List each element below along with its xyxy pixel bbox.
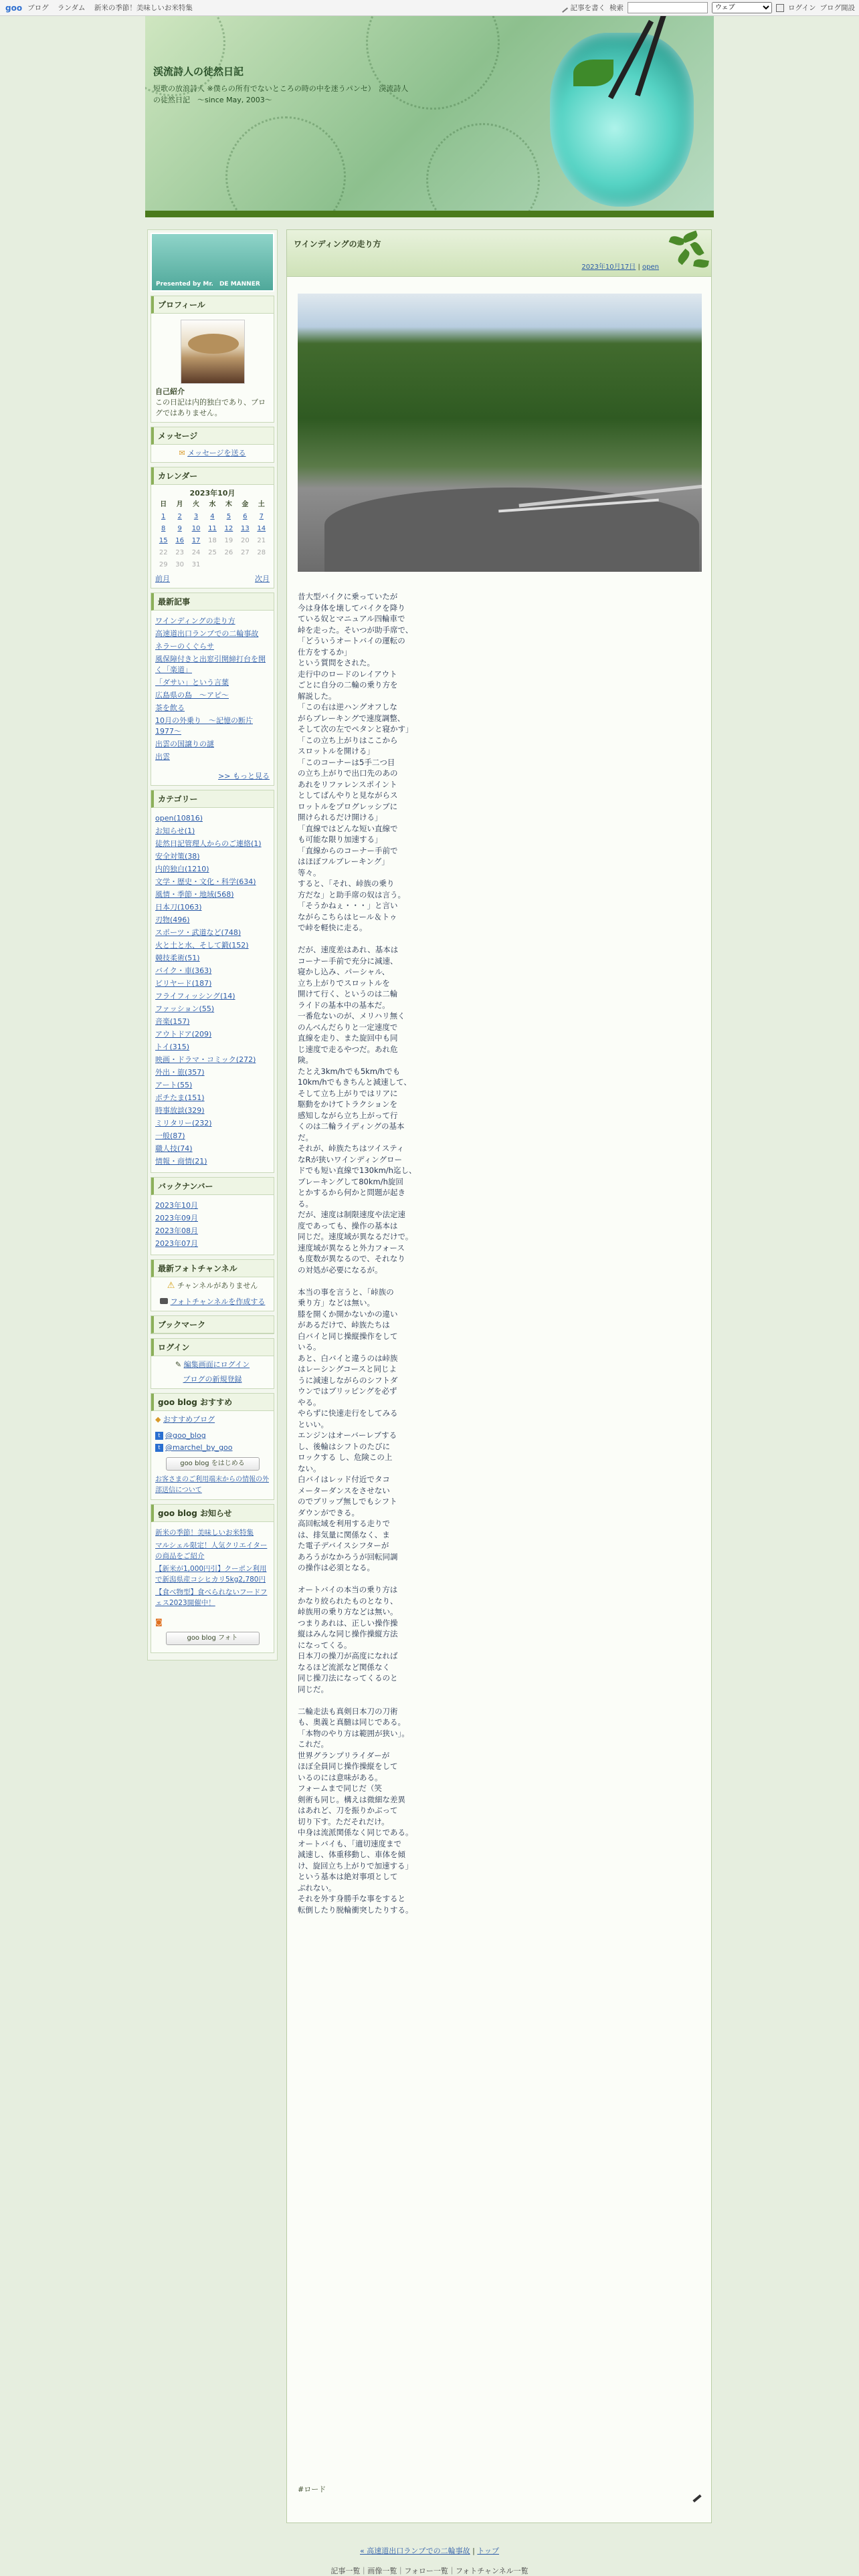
backnumber-link[interactable]: 2023年07月 <box>155 1239 198 1248</box>
backnumber-link[interactable]: 2023年08月 <box>155 1226 198 1235</box>
calendar-day: 27 <box>240 549 250 556</box>
blog-title[interactable]: 渓流詩人の徒然日記 <box>153 66 244 78</box>
calendar-weekday: 木 <box>225 501 232 508</box>
create-channel-link[interactable]: フォトチャンネルを作成する <box>170 1297 266 1306</box>
rss-icon[interactable]: ◙ <box>155 1618 163 1626</box>
category-link[interactable]: 情報・商情(21) <box>155 1157 207 1166</box>
calendar-weekday: 火 <box>193 501 200 508</box>
category-link[interactable]: 刃物(496) <box>155 916 190 924</box>
recommend-link[interactable]: おすすめブログ <box>163 1415 215 1424</box>
calendar-weekday: 金 <box>242 501 249 508</box>
prev-month-link[interactable]: 前月 <box>155 574 170 583</box>
register-link[interactable]: ブログの新規登録 <box>183 1375 242 1384</box>
post-date-link[interactable]: 2023年10月17日 <box>581 263 636 271</box>
twitter-marchel-link[interactable]: @marchel_by_goo <box>165 1443 233 1452</box>
calendar-day: 18 <box>208 537 217 544</box>
blog-header <box>145 16 714 213</box>
top-bar <box>0 0 859 16</box>
banner-caption: Presented by Mr. DE MANNER <box>156 281 260 288</box>
calendar-day <box>204 559 220 571</box>
calendar-day[interactable]: 8 <box>161 525 166 532</box>
lace-decoration <box>426 123 540 213</box>
message-heading: メッセージ <box>151 427 274 445</box>
backnumber-link[interactable]: 2023年10月 <box>155 1201 198 1210</box>
recommend-heading: goo blog おすすめ <box>151 1394 274 1411</box>
calendar-day[interactable]: 3 <box>193 513 199 520</box>
category-link[interactable]: open(10816) <box>155 814 203 823</box>
top-right-tools <box>560 2 855 13</box>
notice-link[interactable]: 【新米が1,000円引】クーポン利用で新潟県産コシヒカリ5kg2,780円 <box>155 1565 267 1584</box>
leaf-decoration-icon <box>663 230 711 277</box>
recent-posts-box <box>151 593 274 786</box>
category-link[interactable]: ポチたま(151) <box>155 1093 205 1102</box>
calendar-day[interactable]: 17 <box>191 537 201 544</box>
calendar-day[interactable]: 2 <box>177 513 182 520</box>
calendar-day[interactable]: 10 <box>191 525 201 532</box>
envelope-icon: ✉ <box>179 449 185 457</box>
login-heading: ログイン <box>151 1339 274 1356</box>
notice-box <box>151 1504 274 1653</box>
bookmark-box <box>151 1315 274 1334</box>
category-link[interactable]: トイ(315) <box>155 1043 190 1051</box>
recent-post-link[interactable]: 10月の外乗り 〜記憶の断片1977〜 <box>155 716 253 736</box>
login-box <box>151 1338 274 1389</box>
photo-heading: 最新フォトチャンネル <box>151 1260 274 1277</box>
notice-heading: goo blog お知らせ <box>151 1505 274 1522</box>
calendar-weekday: 月 <box>176 501 183 508</box>
photo-button[interactable]: goo blog フォト <box>166 1632 260 1645</box>
category-link[interactable]: スポーツ・武道など(748) <box>155 928 242 937</box>
mint-leaf-image <box>573 60 613 86</box>
calendar-day: 22 <box>159 549 168 556</box>
backnumber-link[interactable]: 2023年09月 <box>155 1214 198 1222</box>
bookmark-heading: ブックマーク <box>151 1316 274 1333</box>
footer-links[interactable]: 記事一覧｜画像一覧｜フォロー一覧｜フォトチャンネル一覧 <box>330 2567 529 2575</box>
recommend-icon: ◆ <box>155 1415 161 1424</box>
prev-post-link[interactable]: « 高速道出口ランプでの二輪事故 <box>360 2547 470 2555</box>
calendar-day: 31 <box>191 561 201 568</box>
calendar-day <box>254 559 270 571</box>
nav-blog[interactable]: ブログ <box>27 4 49 12</box>
calendar-day[interactable]: 9 <box>177 525 182 532</box>
calendar-day: 26 <box>224 549 233 556</box>
header-bar <box>145 211 714 217</box>
calendar-day[interactable]: 12 <box>224 525 233 532</box>
send-message-link[interactable]: メッセージを送る <box>187 449 246 457</box>
calendar-day[interactable]: 11 <box>208 525 217 532</box>
info-link[interactable]: お客さまのご利用端末からの情報の外部送信について <box>155 1476 269 1494</box>
category-link[interactable]: ファッション(55) <box>155 1004 215 1013</box>
calendar-day[interactable]: 16 <box>175 537 184 544</box>
notice-link[interactable]: 新米の季節！美味しいお米特集 <box>155 1529 254 1537</box>
category-link[interactable]: 外出・旅(357) <box>155 1068 205 1077</box>
profile-box <box>151 296 274 423</box>
notice-link[interactable]: マルシェル限定！人気クリエイターの商品をご紹介 <box>155 1541 268 1560</box>
post-hashtag[interactable]: #ロード <box>298 2485 326 2494</box>
recent-heading: 最新記事 <box>151 593 274 611</box>
recent-post-link[interactable]: ワインディングの走り方 <box>155 617 235 625</box>
profile-heading: プロフィール <box>151 296 274 314</box>
calendar-heading: カレンダー <box>151 467 274 485</box>
notice-link[interactable]: 【食べ物型】食べられないフードフェス2023開催中！ <box>155 1588 268 1607</box>
recent-post-link[interactable]: 出雲の国譲りの謎 <box>155 740 214 748</box>
category-link[interactable]: アウトドア(209) <box>155 1030 212 1039</box>
twitter-icon: t <box>155 1444 163 1452</box>
warning-icon: ⚠ <box>167 1281 175 1291</box>
backnumber-box <box>151 1177 274 1255</box>
calendar-month: 2023年10月 <box>189 489 235 498</box>
sidebar <box>147 229 278 1660</box>
calendar-day: 24 <box>191 549 201 556</box>
goo-logo[interactable]: goo <box>5 3 23 13</box>
category-link[interactable]: 競技柔術(51) <box>155 954 200 962</box>
profile-label: 自己紹介 <box>155 387 185 396</box>
calendar-day[interactable]: 4 <box>210 513 215 520</box>
twitter-icon: t <box>155 1432 163 1440</box>
category-link[interactable]: 音楽(157) <box>155 1017 190 1026</box>
pencil-icon <box>558 3 567 12</box>
calendar-day[interactable]: 1 <box>161 513 166 520</box>
write-link[interactable]: 記事を書く <box>570 4 606 12</box>
calendar-day <box>237 559 253 571</box>
calendar-day: 20 <box>240 537 250 544</box>
login-link[interactable]: ログイン <box>788 4 816 12</box>
recommend-box <box>151 1393 274 1500</box>
calendar-day[interactable]: 6 <box>243 513 248 520</box>
photo-channel-box <box>151 1259 274 1311</box>
twitter-goo-link[interactable]: @goo_blog <box>165 1431 206 1440</box>
category-link[interactable]: ミリタリー(232) <box>155 1119 212 1128</box>
category-link[interactable]: 映画・ドラマ・コミック(272) <box>155 1055 256 1064</box>
blog-description: 短歌の放浪詩人 ※僕らの所有でないところの時の中を迷うパンセ） 渓流詩人の徒然日記 〜since May, 2003〜 <box>153 84 409 104</box>
category-link[interactable]: 火と土と水、そして鍛(152) <box>155 941 249 950</box>
calendar-day: 28 <box>257 549 266 556</box>
start-blog-button[interactable]: goo blog をはじめる <box>166 1457 260 1471</box>
calendar-day: 21 <box>257 537 266 544</box>
category-link[interactable]: アート(55) <box>155 1081 193 1089</box>
calendar-day: 25 <box>208 549 217 556</box>
lace-decoration <box>225 116 346 213</box>
search-input[interactable] <box>628 2 708 13</box>
search-scope-select[interactable] <box>712 2 772 13</box>
category-link[interactable]: フライフィッシング(14) <box>155 992 235 1000</box>
category-link[interactable]: お知らせ(1) <box>155 827 195 835</box>
recent-post-link[interactable]: 高速道出口ランプでの二輪事故 <box>155 629 259 638</box>
calendar-table <box>155 499 270 571</box>
calendar-day[interactable]: 15 <box>159 537 168 544</box>
nav-feature[interactable]: 新米の季節！美味しいお米特集 <box>94 4 193 12</box>
more-link[interactable]: >> もっと見る <box>218 772 270 780</box>
avatar <box>181 320 245 384</box>
calendar-day <box>221 559 237 571</box>
post-meta: 2023年10月17日 | open <box>581 263 659 271</box>
recent-post-link[interactable]: 「ダサい」という言葉 <box>155 678 229 687</box>
category-link[interactable]: 職人技(74) <box>155 1144 193 1153</box>
category-link[interactable]: 日本刀(1063) <box>155 903 202 911</box>
search-icon[interactable] <box>776 4 784 12</box>
backnumber-heading: バックナンバー <box>151 1178 274 1195</box>
post-category-link[interactable]: open <box>642 263 659 271</box>
winding-road-photo[interactable] <box>298 294 702 572</box>
calendar-day: 23 <box>175 549 184 556</box>
recent-post-link[interactable]: 風保障付きと出窓引開締打台を開く「楽道」 <box>155 655 266 674</box>
camera-icon <box>160 1298 168 1304</box>
hat-image <box>188 334 239 354</box>
category-link[interactable]: 時事放談(329) <box>155 1106 205 1115</box>
category-link[interactable]: ビリヤード(187) <box>155 979 212 988</box>
calendar-day[interactable]: 13 <box>240 525 250 532</box>
sidebar-banner <box>151 233 274 292</box>
post-navigation: « 高速道出口ランプでの二輪事故 | トップ <box>360 2547 499 2555</box>
message-box <box>151 427 274 463</box>
category-link[interactable]: 一般(87) <box>155 1132 185 1140</box>
category-link[interactable]: 内的独白(1210) <box>155 865 209 873</box>
calendar-weekday: 水 <box>209 501 216 508</box>
calendar-weekday: 日 <box>160 501 167 508</box>
category-link[interactable]: 安全対策(38) <box>155 852 200 861</box>
post-article <box>286 229 712 2523</box>
post-header <box>287 230 711 277</box>
profile-text: この日記は内的独白であり、ブログではありません。 <box>155 398 266 417</box>
edit-pen-icon[interactable] <box>692 2494 701 2502</box>
calendar-weekday: 土 <box>258 501 265 508</box>
blog-start-link[interactable]: ブログ開設 <box>820 4 855 12</box>
calendar-day: 30 <box>175 561 184 568</box>
pencil-icon: ✎ <box>175 1360 182 1369</box>
post-title[interactable]: ワインディングの走り方 <box>294 239 381 249</box>
calendar-day[interactable]: 7 <box>259 513 264 520</box>
calendar-box <box>151 467 274 588</box>
no-channel-text: チャンネルがありません <box>177 1281 258 1290</box>
drink-glass-image <box>550 33 694 207</box>
category-link[interactable]: 文学・歴史・文化・科学(634) <box>155 877 256 886</box>
calendar-day[interactable]: 5 <box>226 513 231 520</box>
post-body: 昔大型バイクに乗っていたが 今は身体を壊してバイクを降り ている奴とマニュアル四輪車で 峠を走った。そいつが助手席で、 「どういうオートバイの運転の 仕方をするか」 という質問をされた。 走行中のロードのレイアウト ごとに自分の二輪の乗り方を 解説した。 「この右は逆ハングオフしな がらブレーキングで速度調整、 そして次の左でペタンと寝かす」 「この立ち上がりはここから スロットルを開ける」 「このコーナーは5手二つ目 の立ち上がりで出口先のあの あれをリファレンスポイント としてぱんやりと見ながらス ロットルをプログレッシブに 開けられるだけ開ける」 「直線ではどんな短い直線で も可能な限り加速する」 「直線からのコーナー手前で はほぼフルブレーキング」 等々。 すると、「それ、峠族の乗り 方だな」と助手席の奴は言う。 「そうかねぇ・・・」と言い ながらこちらはヒール＆トゥ で峠を軽快に走る。 だが、速度差はあれ、基本は コーナー手前で充分に減速、 寝かし込み、パーシャル、 立ち上がりでスロットルを 開けて行く、というのは二輪 ライドの基本中の基本だ。 一番危ないのが、メリハリ無く のんべんだらりと一定速度で 直線を走り、また旋回中も同 じ速度で走るやつだ。あれ危 険。 たとえ3km/hでも5km/hでも 10km/hでもきちんと減速して、 そして立ち上がりではリアに 駆動をかけてトラクションを 感知しながら立ち上がって行 くのは二輪ライディングの基本 だ。 それが、峠族たちはツイスティ なRが狭いワインディングロー ドでも短い直線で130km/h迄し、 ブレーキングして80km/h旋回 とかするから何かと問題が起き る。 だが、速度は制限速度や法定速 度であっても、操作の基本は 同じだ。速度域が異なるだけで。 速度域が異なると外力フォース も度数が異なるので、それなり の対処が必要になるが。 本当の事を言うと、「峠族の 乗り方」などは無い。 膝を開くか開かないかの違い があるだけで、峠族たちは 白バイと同じ操縦操作をして いる。 あと、白バイと違うのは峠族 はレーシングコースと同じよ うに減速しながらのシフトダ ウンではブリッピングを必ず やる。 やらずに快速走行をしてみる といい。 エンジンはオーバーレブする し、後輪はシフトのたびに ロックする し、危険この上 ない。 白バイはレッド付近でタコ メーターダンスをさせない のでブリップ無しでもシフト ダウンができる。 高回転域を利用する走りで は、排気量に関係なく、ま た電子デバイスシフターが あろうがなかろうが回転同調 の操作は必須となる。 オートバイの本当の乗り方は かなり絞られたものとなり、 峠族用の乗り方などは無い。 つまりあれは、正しい操作操 縦はみんな同じ操作操縦方法 になってくる。 日本刀の操刀が高度になれば なるほど流派など関係なく 同じ操刀法になってくるのと 同じだ。 二輪走法も真剣日本刀の刀術 も、奥義と真髄は同じである。 「本物のやり方は範囲が狭い」。 これだ。 世界グランプリライダーが ほぼ全員同じ操作操縦をして いるのには意味がある。 フォームまで同じだ（笑 剣術も同じ。構えは微細な差異 はあれど、刀を振りかぶって 切り下す。ただそれだけ。 中身は流派関係なく同じである。 オートバイも、「適切速度まで 減速し、体重移動し、車体を傾 け、旋回立ち上がりで加速する」 という基本は絶対事項として ぶれない。 それを外す身勝手な事をすると 転倒したり脱輪衝突したりする。 <box>298 592 417 1915</box>
recent-post-link[interactable]: 茶を飲る <box>155 704 185 712</box>
top-link[interactable]: トップ <box>477 2547 499 2555</box>
recent-post-link[interactable]: 出雲 <box>155 752 170 761</box>
top-nav <box>27 3 199 13</box>
category-heading: カテゴリー <box>151 790 274 808</box>
calendar-day[interactable]: 14 <box>257 525 266 532</box>
next-month-link[interactable]: 次月 <box>255 574 270 583</box>
recent-post-link[interactable]: 広島県の島 〜アピ〜 <box>155 691 229 700</box>
edit-login-link[interactable]: 編集画面にログイン <box>183 1360 250 1369</box>
calendar-day: 19 <box>224 537 233 544</box>
category-link[interactable]: 風情・季節・地域(568) <box>155 890 234 899</box>
category-link[interactable]: 徒然日記管理人からのご連絡(1) <box>155 839 262 848</box>
calendar-day: 29 <box>159 561 168 568</box>
category-box <box>151 790 274 1173</box>
category-link[interactable]: バイク・車(363) <box>155 966 212 975</box>
recent-post-link[interactable]: ネラーのくぐらサ <box>155 642 214 651</box>
search-label: 検索 <box>609 4 624 12</box>
nav-random[interactable]: ランダム <box>57 4 86 12</box>
